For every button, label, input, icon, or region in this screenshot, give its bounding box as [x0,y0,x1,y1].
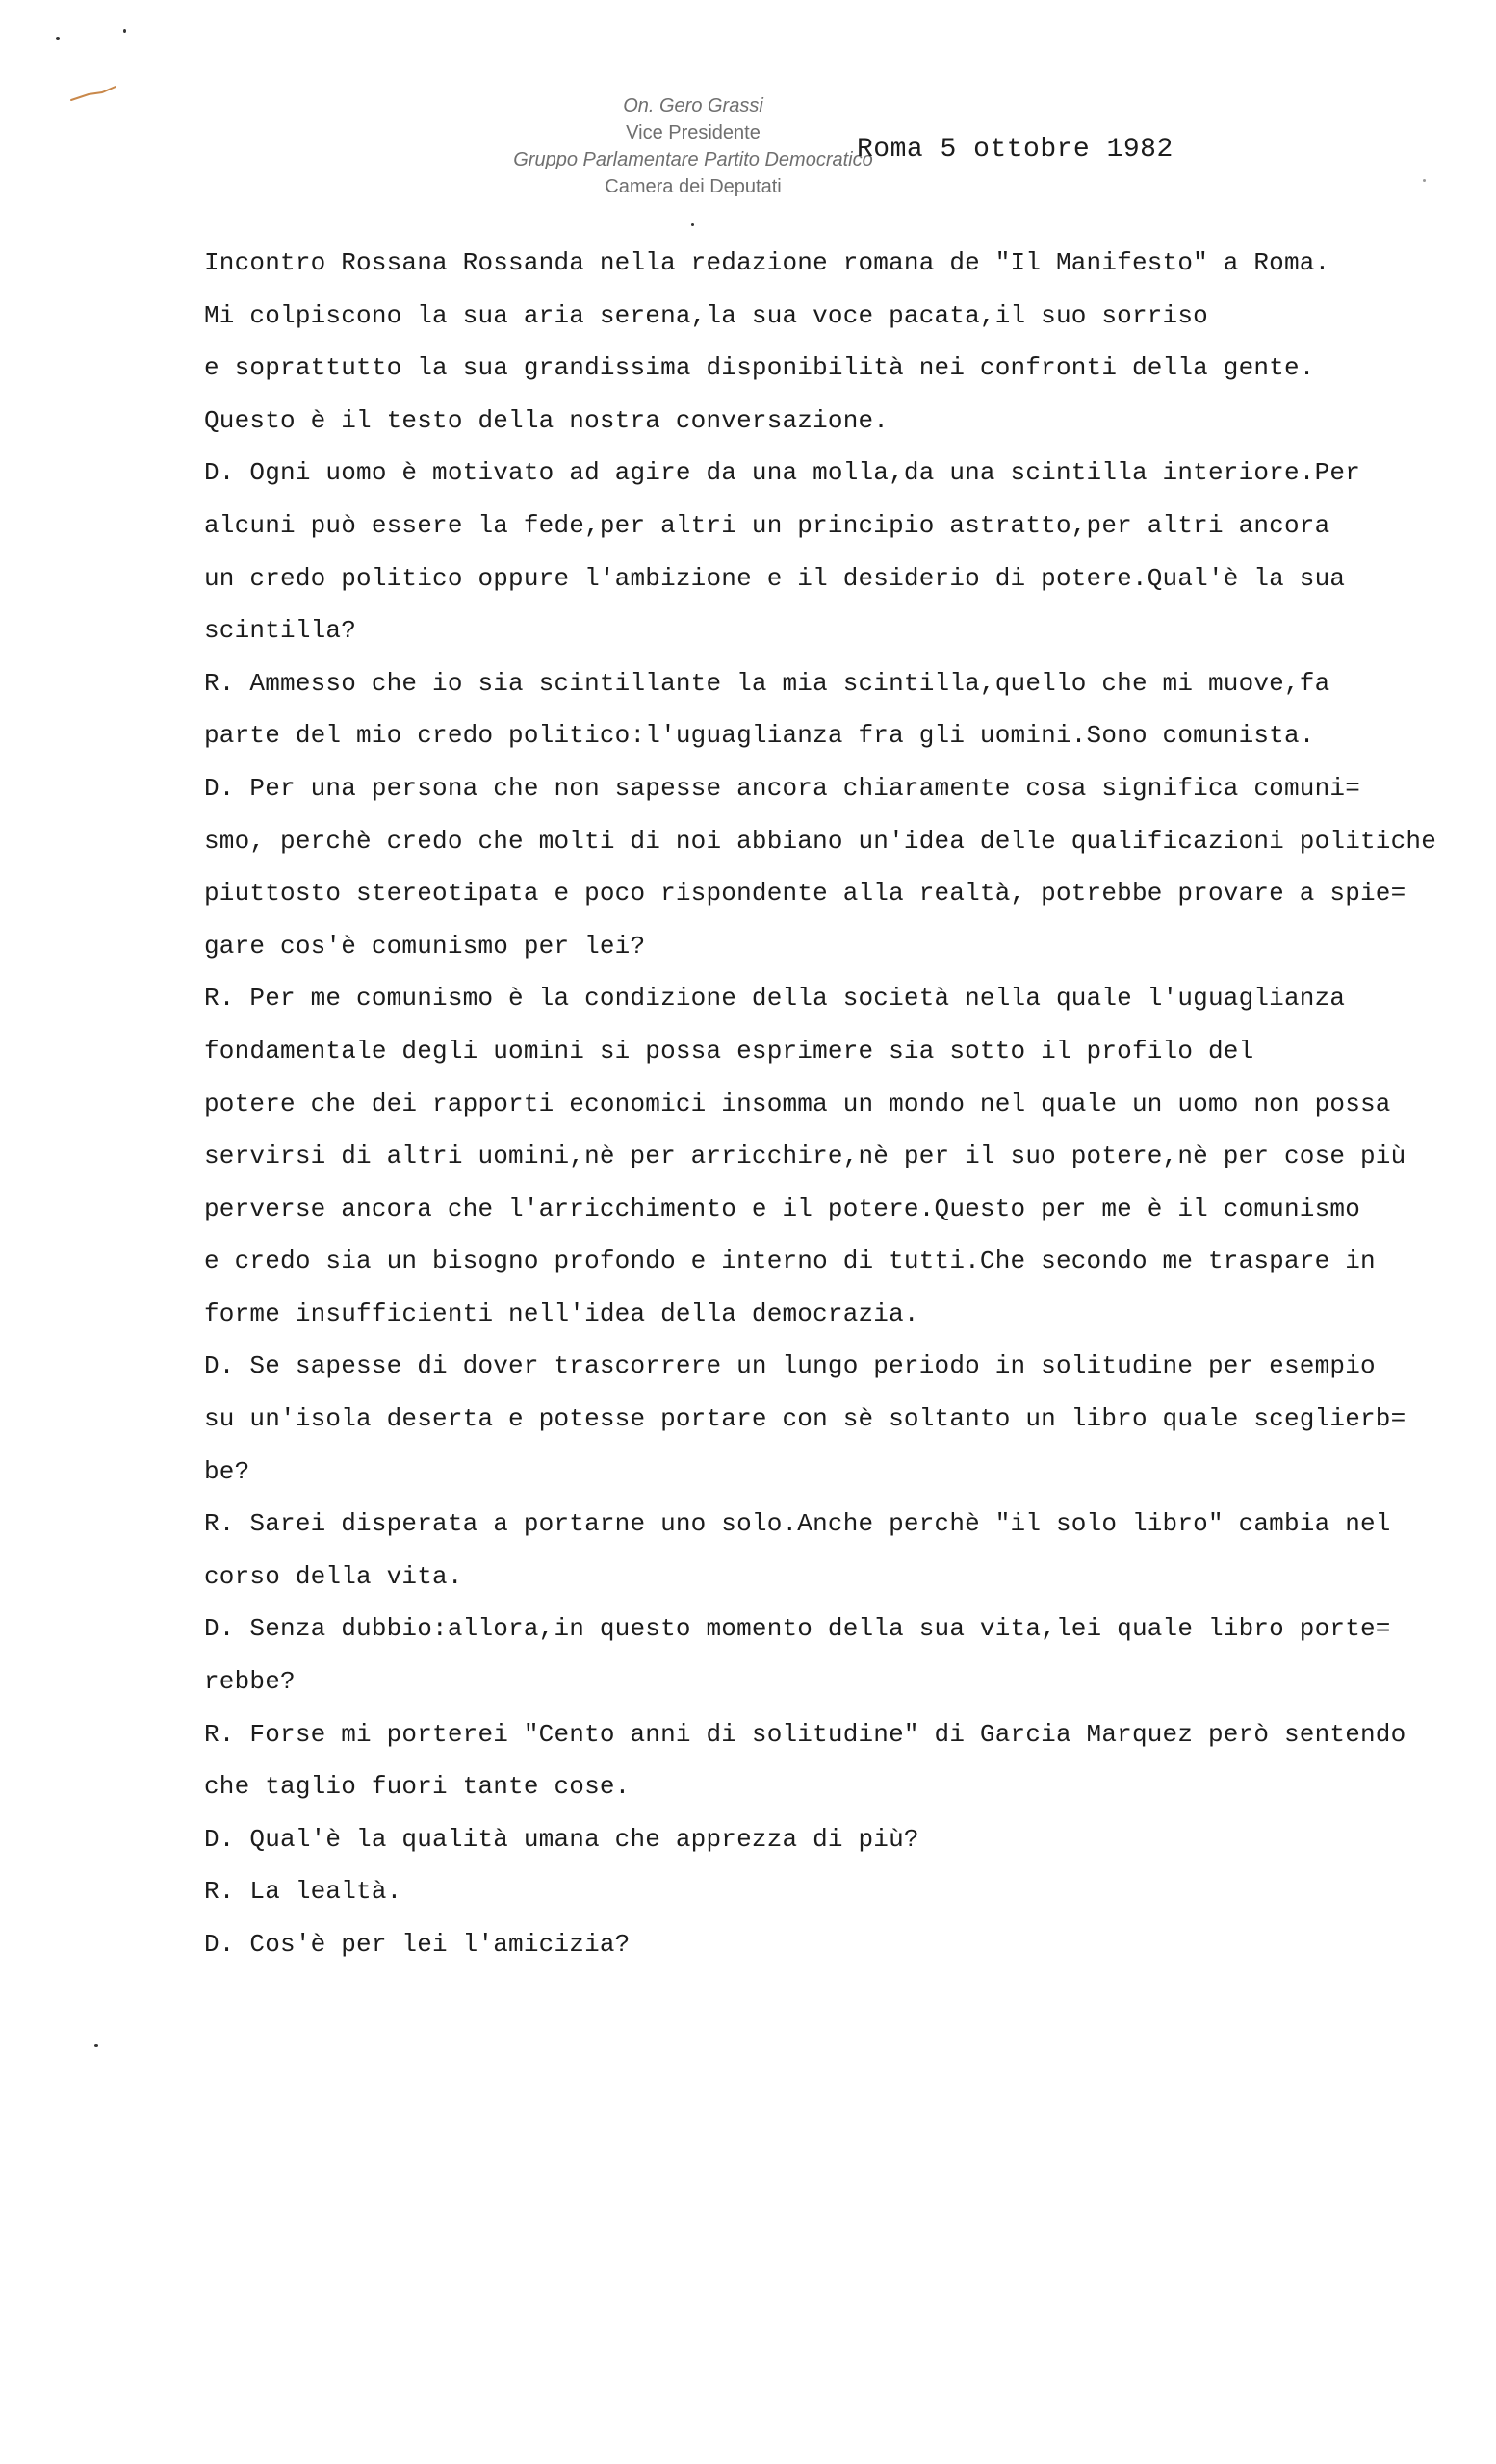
text-line: be? [204,1456,250,1486]
text-line: piuttosto stereotipata e poco rispondente alla realtà, potrebbe provare a spie= [204,879,1406,909]
paper-speck [94,2044,98,2047]
text-line: rebbe? [204,1667,296,1697]
text-line: su un'isola deserta e potesse portare con sè soltanto un libro quale sceglierb= [204,1404,1406,1434]
text-line: R. Per me comunismo è la condizione della società nella quale l'uguaglianza [204,984,1346,1014]
text-line: un credo politico oppure l'ambizione e il desiderio di potere.Qual'è la sua [204,563,1346,593]
paper-speck [1423,179,1426,182]
paper-speck [123,29,126,33]
text-line: potere che dei rapporti economici insomma un mondo nel quale un uomo non possa [204,1089,1391,1118]
paper-speck [691,223,694,226]
text-line: R. Sarei disperata a portarne uno solo.Anche perchè "il solo libro" cambia nel [204,1509,1391,1539]
text-line: D. Ogni uomo è motivato ad agire da una molla,da una scintilla interiore.Per [204,458,1360,488]
text-line: e soprattutto la sua grandissima disponibilità nei confronti della gente. [204,353,1315,383]
text-line: Questo è il testo della nostra conversazione. [204,405,890,435]
text-line: corso della vita. [204,1561,463,1591]
text-line: R. Forse mi porterei "Cento anni di solitudine" di Garcia Marquez però sentendo [204,1719,1406,1749]
text-line: D. Per una persona che non sapesse ancora chiaramente cosa significa comuni= [204,773,1360,803]
letterhead-stamp [462,92,924,200]
text-line: che taglio fuori tante cose. [204,1772,631,1802]
text-line: parte del mio credo politico:l'uguaglianza fra gli uomini.Sono comunista. [204,721,1315,751]
text-line: R. La lealtà. [204,1877,402,1907]
stamp-name: On. Gero Grassi [623,95,763,116]
stamp-group: Gruppo Parlamentare Partito Democratico [513,149,873,170]
stamp-chamber: Camera dei Deputati [605,176,782,197]
text-line: Mi colpiscono la sua aria serena,la sua voce pacata,il suo sorriso [204,300,1208,330]
dateline: Roma 5 ottobre 1982 [857,135,1174,165]
text-line: D. Senza dubbio:allora,in questo momento della sua vita,lei quale libro porte= [204,1614,1391,1644]
typed-body [204,237,1484,1971]
text-line: e credo sia un bisogno profondo e interno di tutti.Che secondo me traspare in [204,1246,1376,1276]
text-line: servirsi di altri uomini,nè per arricchire,nè per il suo potere,nè per cose più [204,1142,1406,1171]
text-line: scintilla? [204,616,357,646]
stamp-role: Vice Presidente [626,122,761,143]
text-line: forme insufficienti nell'idea della democrazia. [204,1298,919,1328]
text-line: gare cos'è comunismo per lei? [204,931,646,961]
text-line: Incontro Rossana Rossanda nella redazione romana de "Il Manifesto" a Roma. [204,248,1330,277]
paper-speck [56,37,60,40]
text-line: smo, perchè credo che molti di noi abbiano un'idea delle qualificazioni politiche [204,826,1437,856]
text-line: fondamentale degli uomini si possa esprimere sia sotto il profilo del [204,1036,1254,1065]
text-line: alcuni può essere la fede,per altri un principio astratto,per altri ancora [204,510,1330,540]
text-line: D. Cos'è per lei l'amicizia? [204,1930,631,1959]
pencil-mark [69,85,117,102]
text-line: perverse ancora che l'arricchimento e il potere.Questo per me è il comunismo [204,1194,1360,1223]
text-line: D. Qual'è la qualità umana che apprezza di più? [204,1824,919,1854]
text-line: D. Se sapesse di dover trascorrere un lungo periodo in solitudine per esempio [204,1351,1376,1381]
text-line: R. Ammesso che io sia scintillante la mia scintilla,quello che mi muove,fa [204,668,1330,698]
